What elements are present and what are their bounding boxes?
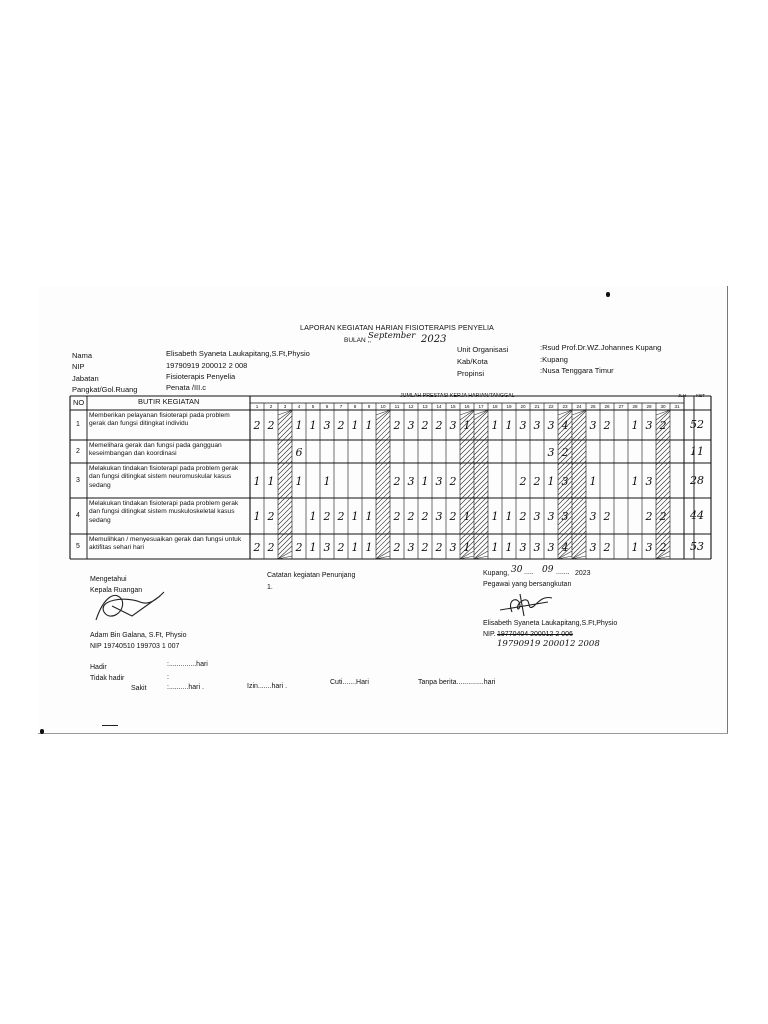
daily-count-cell: 2 [337,510,345,523]
row-total: 53 [690,539,704,553]
daily-count-cell: 1 [365,540,373,554]
day-number-label: 4 [297,404,301,409]
daily-count-cell: 1 [253,474,261,488]
daily-count-cell: 3 [407,474,415,488]
bulan-label: BULAN ,, [344,337,372,344]
pegawai-nip-handwritten: 19790919 200012 2008 [497,639,600,649]
day-number-label: 28 [632,404,638,409]
daily-count-cell: 1 [365,419,373,432]
pegawai-label: Pegawai yang bersangkutan [483,581,572,588]
daily-count-cell: 1 [421,474,429,488]
daily-count-cell: 2 [253,540,261,554]
daily-count-cell: 3 [547,419,555,432]
daily-count-cell: 2 [435,540,443,554]
daily-count-cell: 1 [295,419,303,432]
daily-count-cell: 2 [603,419,611,432]
row-total: 44 [690,509,704,522]
daily-count-cell: 1 [491,510,499,523]
daily-count-cell: 3 [435,474,443,488]
daily-count-cell: 3 [449,419,457,432]
row-total: 11 [690,444,704,458]
daily-count-cell: 2 [449,510,457,523]
daily-count-cell: 1 [589,474,597,488]
izin-value: Izin.......hari . [247,683,288,690]
col-header-ket: KET [696,393,705,398]
daily-count-cell: 1 [631,419,639,432]
nama-label: Nama [72,351,93,360]
daily-count-cell: 2 [267,540,275,554]
daily-count-cell: 1 [631,474,639,488]
daily-count-cell: 1 [505,419,513,432]
unit-label: Unit Organisasi [457,345,509,354]
daily-count-cell: 2 [603,540,611,554]
day-number-label: 8 [353,404,357,409]
day-number-label: 2 [269,404,273,409]
daily-count-cell: 1 [351,510,359,523]
propinsi-label: Propinsi [457,369,485,378]
daily-count-cell: 3 [561,510,569,523]
daily-count-cell: 1 [463,419,471,432]
daily-count-cell: 3 [533,510,541,523]
day-number-label: 6 [325,404,329,409]
daily-count-cell: 2 [393,474,401,488]
daily-count-cell: 3 [589,540,597,554]
daily-count-cell: 6 [295,445,303,459]
day-number-label: 7 [339,404,343,409]
daily-count-cell: 2 [393,540,401,554]
daily-count-cell: 1 [351,419,359,432]
daily-count-cell: 4 [561,419,569,432]
daily-count-cell: 2 [603,510,611,523]
day-number-label: 22 [548,404,554,409]
stray-mark [102,725,118,726]
day-number-label: 18 [492,404,498,409]
day-number-label: 24 [576,404,582,409]
pegawai-name: Elisabeth Syaneta Laukapitang,S.Ft,Physio [483,620,618,627]
day-number-label: 30 [660,404,666,409]
daily-count-cell: 3 [533,540,541,554]
day-number-label: 16 [464,404,470,409]
date-dots: ..... [524,569,534,576]
daily-count-cell: 1 [505,510,513,523]
catatan-label: Catatan kegiatan Penunjang [267,572,356,579]
day-number-label: 29 [646,404,652,409]
daily-count-cell: 2 [533,474,541,488]
daily-count-cell: 3 [547,510,555,523]
day-number-label: 15 [450,404,456,409]
nama-value: Elisabeth Syaneta Laukapitang,S.Ft,Physio [166,349,310,358]
bulan-year: 2023 [421,334,447,345]
activity-description: Melakukan tindakan fisioterapi pada problem gerak dan fungsi ditingkat sistem muskuloskeletal kasus sedang [89,500,239,524]
day-number-label: 19 [506,404,512,409]
row-total: 52 [690,418,704,431]
day-number-label: 23 [562,404,568,409]
daily-count-cell: 3 [589,419,597,432]
kepala-ruangan-label: Kepala Ruangan [90,587,143,594]
pangkat-value: Penata /III.c [166,383,207,392]
col-header-no: NO [73,398,85,407]
day-number-label: 5 [311,404,315,409]
daily-count-cell: 2 [421,540,429,554]
catatan-item-1: 1. [267,584,273,591]
daily-count-cell: 3 [589,510,597,523]
daily-count-cell: 1 [309,419,317,432]
bulan-value: September [368,331,416,341]
daily-count-cell: 1 [547,474,555,488]
daily-count-cell: 2 [253,419,261,432]
hadir-label: Hadir [90,664,107,671]
row-number: 3 [76,476,80,484]
kab-value: :Kupang [540,355,568,364]
kepala-nip: NIP 19740510 199703 1 007 [90,643,180,650]
daily-count-cell: 2 [407,510,415,523]
report-title: LAPORAN KEGIATAN HARIAN FISIOTERAPIS PENYELIA [300,323,494,332]
row-number: 1 [76,421,80,428]
day-number-label: 1 [255,404,259,409]
sakit-value: :..........hari . [167,684,204,691]
day-number-label: 13 [422,404,428,409]
daily-count-cell: 2 [393,510,401,523]
unit-value: :Rsud Prof.Dr.WZ.Johannes Kupang [540,343,662,352]
col-header-jumlah: JUMLAH PRESTASI KERJA HARIAN/TANGGAL [400,393,515,399]
daily-count-cell: 3 [323,540,331,554]
daily-count-cell: 2 [659,419,667,432]
daily-count-cell: 2 [519,474,527,488]
day-number-label: 3 [283,404,287,409]
nip-value: 19790919 200012 2 008 [166,361,248,370]
daily-count-cell: 3 [561,474,569,488]
col-header-butir: BUTIR KEGIATAN [138,397,200,406]
daily-count-cell: 2 [393,419,401,432]
daily-count-cell: 3 [533,419,541,432]
sakit-label: Sakit [131,685,147,692]
daily-count-cell: 1 [463,510,471,523]
daily-count-cell: 2 [659,510,667,523]
daily-count-cell: 3 [407,419,415,432]
cuti-value: Cuti.......Hari [330,679,369,686]
daily-count-cell: 3 [323,419,331,432]
daily-count-cell: 2 [337,419,345,432]
mengetahui-label: Mengetahui [90,576,127,583]
jabatan-label: Jabatan [72,374,99,383]
daily-count-cell: 3 [547,540,555,554]
row-number: 2 [76,447,80,455]
hadir-value: :..............hari [167,661,208,668]
activity-description: Memelihara gerak dan fungsi pada gangguan keseimbangan dan koordinasi [89,442,222,458]
daily-count-cell: 2 [267,419,275,432]
propinsi-value: :Nusa Tenggara Timur [540,366,614,375]
row-number: 5 [76,542,80,550]
day-number-label: 9 [367,404,371,409]
daily-count-cell: 3 [407,540,415,554]
daily-count-cell: 1 [309,510,317,523]
daily-count-cell: 2 [435,419,443,432]
tanpa-berita-value: Tanpa berita..............hari [418,679,496,686]
day-number-label: 10 [380,404,386,409]
daily-count-cell: 2 [323,510,331,523]
daily-count-cell: 3 [435,510,443,523]
col-header-jlh: JLH [678,393,687,398]
kupang-day: 30 [511,565,523,575]
daily-count-cell: 1 [505,540,513,554]
daily-count-cell: 3 [645,474,653,488]
nip-label: NIP [72,362,85,371]
daily-count-cell: 3 [519,540,527,554]
daily-count-cell: 1 [365,510,373,523]
day-number-label: 12 [408,404,414,409]
day-number-label: 26 [604,404,610,409]
daily-count-cell: 1 [295,474,303,488]
day-number-label: 25 [590,404,596,409]
daily-count-cell: 1 [491,419,499,432]
pegawai-nip-label: NIP. [483,631,496,638]
daily-count-cell: 3 [645,419,653,432]
daily-count-cell: 1 [463,540,471,554]
daily-count-cell: 2 [295,540,303,554]
daily-count-cell: 2 [561,445,569,459]
row-total: 28 [690,473,704,487]
daily-count-cell: 1 [267,474,275,488]
daily-count-cell: 3 [645,540,653,554]
daily-count-cell: 2 [337,540,345,554]
daily-count-cell: 2 [449,474,457,488]
day-number-label: 27 [618,404,624,409]
daily-count-cell: 1 [309,540,317,554]
kupang-year: 2023 [575,570,591,577]
daily-count-cell: 2 [519,510,527,523]
tidak-hadir-label: Tidak hadir [90,675,125,682]
kupang-month: 09 [542,565,554,575]
tidak-hadir-colon: : [167,674,169,681]
day-number-label: 21 [534,404,540,409]
day-number-label: 14 [436,404,442,409]
activity-description: Memberikan pelayanan fisioterapi pada problem gerak dan fungsi ditingkat individu [89,412,230,428]
daily-count-cell: 3 [449,540,457,554]
daily-count-cell: 3 [519,419,527,432]
daily-count-cell: 4 [561,540,569,554]
kepala-name: Adam Bin Galana, S.Ft, Physio [90,632,187,639]
daily-count-cell: 1 [323,474,331,488]
daily-count-cell: 2 [421,419,429,432]
daily-count-cell: 1 [631,540,639,554]
daily-count-cell: 1 [491,540,499,554]
daily-count-cell: 2 [645,510,653,523]
daily-count-cell: 2 [421,510,429,523]
daily-count-cell: 2 [267,510,275,523]
kab-label: Kab/Kota [457,357,488,366]
daily-count-cell: 3 [547,445,555,459]
pegawai-nip-struck: 19770404 200012 2 006 [497,631,573,638]
activity-description: Melakukan tindakan fisioterapi pada problem gerak dan fungsi ditingkat sistem neuromuskular kasus sedang [89,465,239,489]
day-number-label: 20 [520,404,526,409]
day-number-label: 11 [394,404,400,409]
kupang-label: Kupang, [483,570,510,577]
date-dots: ....... [556,569,570,576]
activity-description: Memulihkan / menyesuaikan gerak dan fungsi untuk aktifitas sehari hari [89,536,242,552]
row-number: 4 [76,512,80,519]
daily-count-cell: 2 [659,540,667,554]
day-number-label: 31 [674,404,680,409]
jabatan-value: Fisioterapis Penyelia [166,372,236,381]
pangkat-label: Pangkat/Gol.Ruang [72,385,138,394]
daily-count-cell: 1 [253,510,261,523]
daily-count-cell: 1 [351,540,359,554]
day-number-label: 17 [478,404,484,409]
